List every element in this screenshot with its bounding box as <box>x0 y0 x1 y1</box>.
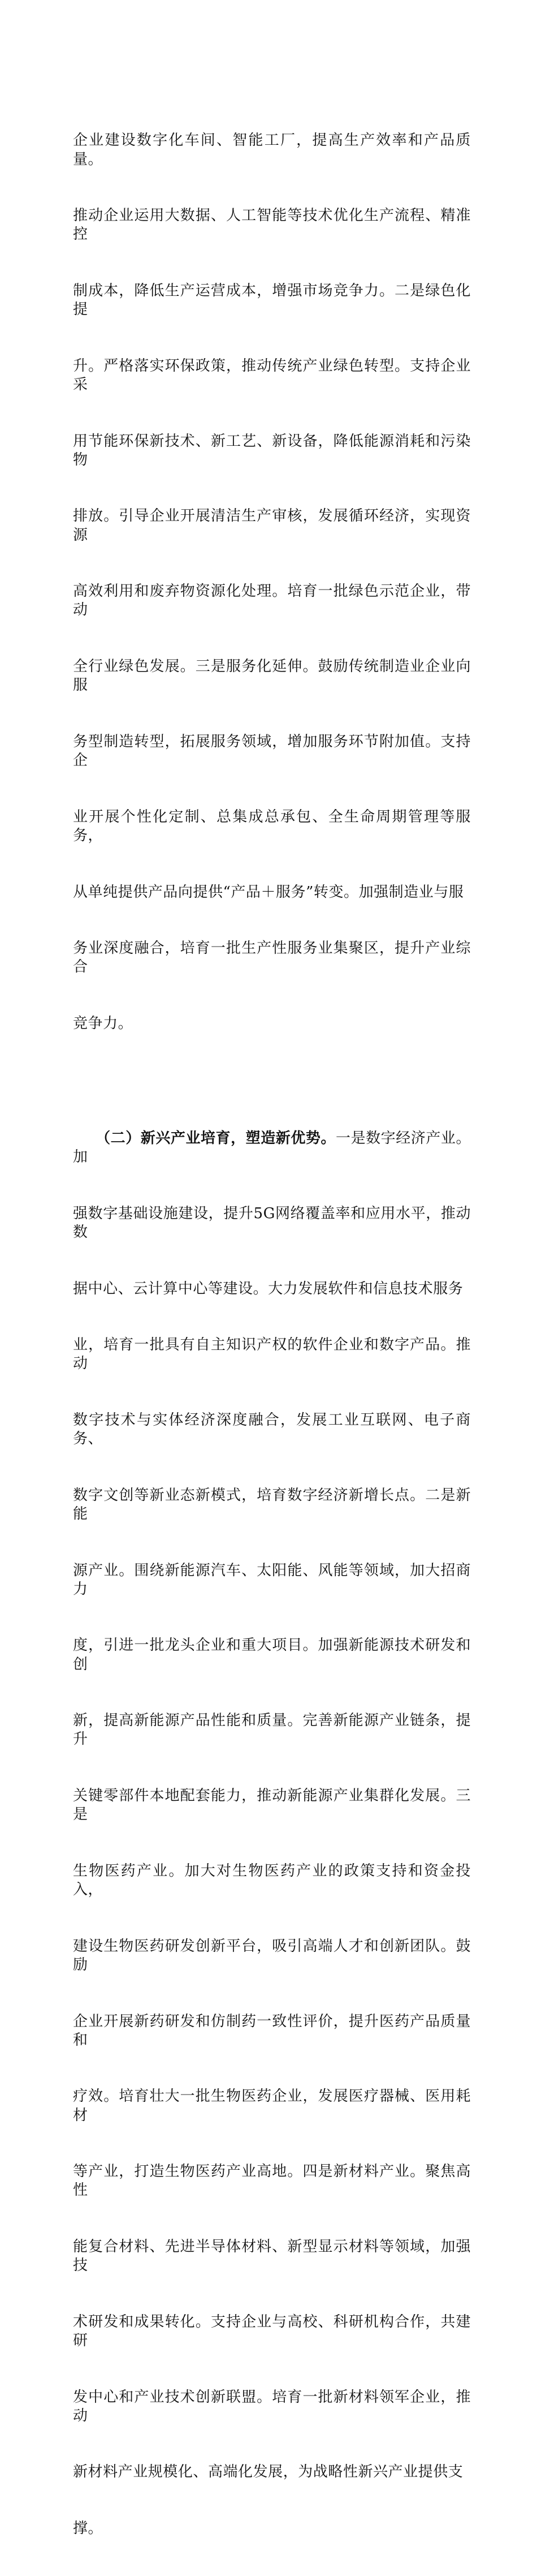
text-line: 务型制造转型，拓展服务领域，增加服务环节附加值。支持企 <box>73 733 471 769</box>
text-line: 生物医药产业。加大对生物医药产业的政策支持和资金投入， <box>73 1862 471 1899</box>
text-line: 企业开展新药研发和仿制药一致性评价，提升医药产品质量和 <box>73 2012 471 2049</box>
text-line: 术研发和成果转化。支持企业与高校、科研机构合作，共建研 <box>73 2313 471 2349</box>
text-line: 数字技术与实体经济深度融合，发展工业互联网、电子商务、 <box>73 1412 471 1448</box>
text-line: 制成本，降低生产运营成本，增强市场竞争力。二是绿色化提 <box>73 282 471 319</box>
text-line: 高效利用和废弃物资源化处理。培育一批绿色示范企业，带动 <box>73 583 471 619</box>
text-line: 升。严格落实环保政策，推动传统产业绿色转型。支持企业采 <box>73 357 471 394</box>
text-line: 数字文创等新业态新模式，培育数字经济新增长点。二是新能 <box>73 1486 471 1523</box>
text-line: 务业深度融合，培育一批生产性服务业集聚区，提升产业综合 <box>73 940 471 976</box>
text-line: 发中心和产业技术创新联盟。培育一批新材料领军企业，推动 <box>73 2388 471 2424</box>
text-line: 据中心、云计算中心等建设。大力发展软件和信息技术服务 <box>73 1280 464 1297</box>
text-line: 新材料产业规模化、高端化发展，为战略性新兴产业提供支 <box>73 2463 464 2481</box>
text-line: 等产业，打造生物医药产业高地。四是新材料产业。聚焦高性 <box>73 2163 471 2199</box>
text-line: 用节能环保新技术、新工艺、新设备，降低能源消耗和污染物 <box>73 432 471 468</box>
paragraph-spacer <box>73 1071 471 1092</box>
text-line-first <box>73 1129 471 1167</box>
paragraph-2 <box>73 1092 471 2576</box>
text-line: 企业建设数字化车间、智能工厂，提高生产效率和产品质量。 <box>73 132 471 168</box>
text-line: 排放。引导企业开展清洁生产审核，发展循环经济，实现资源 <box>73 508 471 544</box>
paragraph-1 <box>73 94 471 1071</box>
document-body <box>73 94 471 2576</box>
text-line: 源产业。围绕新能源汽车、太阳能、风能等领域，加大招商力 <box>73 1562 471 1598</box>
text-line: 能复合材料、先进半导体材料、新型显示材料等领域，加强技 <box>73 2238 471 2274</box>
text-line: 推动企业运用大数据、人工智能等技术优化生产流程、精准控 <box>73 207 471 243</box>
text-line: 从单纯提供产品向提供“产品＋服务”转变。加强制造业与服 <box>73 883 464 901</box>
text-line: 疗效。培育壮大一批生物医药企业，发展医疗器械、医用耗材 <box>73 2088 471 2124</box>
section-heading: （二）新兴产业培育，塑造新优势。 <box>103 1129 336 1147</box>
text-run: 一是数字经济产业。加 <box>73 1129 471 1166</box>
text-line: 竞争力。 <box>73 1014 133 1032</box>
text-line: 关键零部件本地配套能力，推动新能源产业集群化发展。三是 <box>73 1787 471 1824</box>
text-line: 建设生物医药研发创新平台，吸引高端人才和创新团队。鼓励 <box>73 1937 471 1973</box>
text-line: 新，提高新能源产品性能和质量。完善新能源产业链条，提升 <box>73 1712 471 1748</box>
text-line: 强数字基础设施建设，提升5G网络覆盖率和应用水平，推动数 <box>73 1205 471 1241</box>
text-line: 业，培育一批具有自主知识产权的软件企业和数字产品。推动 <box>73 1336 471 1373</box>
text-line: 撑。 <box>73 2520 103 2537</box>
text-line: 业开展个性化定制、总集成总承包、全生命周期管理等服务， <box>73 808 471 844</box>
text-line: 度，引进一批龙头企业和重大项目。加强新能源技术研发和创 <box>73 1637 471 1673</box>
text-line: 全行业绿色发展。三是服务化延伸。鼓励传统制造业企业向服 <box>73 658 471 694</box>
